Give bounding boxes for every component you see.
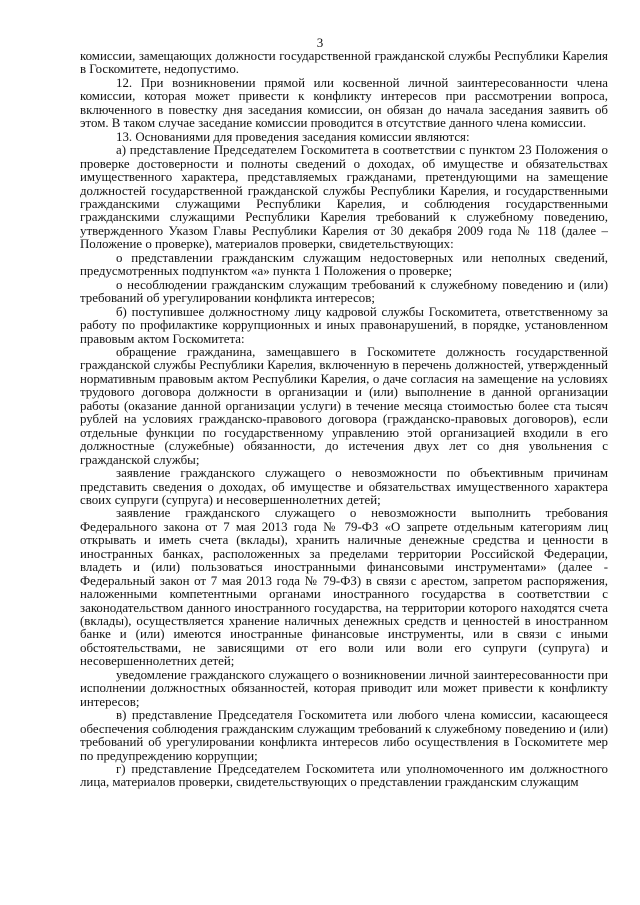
paragraph-13: 13. Основаниями для проведения заседания комиссии являются: bbox=[116, 129, 470, 144]
paragraph-13b-item-3: заявление гражданского служащего о невозможности выполнить требования Федерального закона от 7 мая 2013 года № 79-ФЗ «О запрете отдельным категориям лиц открывать и иметь счета (вклады), хранить наличные денежные средства и ценности в иностранных банках, расположенных за пределами территории Российской Федерации, владеть и (или) пользоваться иностранными финансовыми инструментами» (далее - Федеральный закон от 7 мая 2013 года № 79-ФЗ) в связи с арестом, запретом распоряжения, наложенными компетентными органами иностранного государства в соответствии с законодательством данного иностранного государства, на территории которого находятся счета (вклады), осуществляется хранение наличных денежных средств и ценностей в иностранном банке и (или) имеются иностранные финансовые инструменты, или в связи с иными обстоятельствами, не зависящими от его воли или воли его супруги (супруга) и несовершеннолетних детей; bbox=[80, 506, 608, 669]
paragraph-13a-item-2: о несоблюдении гражданским служащим требований к служебному поведению и (или) требований об урегулировании конфликта интересов; bbox=[80, 277, 608, 306]
document-body bbox=[80, 50, 608, 790]
paragraph-13b-item-4: уведомление гражданского служащего о возникновении личной заинтересованности при исполнении должностных обязанностей, которая приводит или может привести к конфликту интересов; bbox=[80, 667, 608, 709]
paragraph-12: 12. При возникновении прямой или косвенной личной заинтересованности члена комиссии, которая может привести к конфликту интересов при рассмотрении вопроса, включенного в повестку дня заседания комиссии, он обязан до начала заседания заявить об этом. В таком случае заседание комиссии проводится в отсутствие данного члена комиссии. bbox=[80, 75, 608, 131]
paragraph-13b: б) поступившее должностному лицу кадровой службы Госкомитета, ответственному за работу по профилактике коррупционных и иных правонарушений, в порядке, установленном правовым актом Госкомитета: bbox=[80, 304, 608, 346]
paragraph-13v: в) представление Председателя Госкомитета или любого члена комиссии, касающееся обеспечения соблюдения гражданским служащим требований к служебному поведению и (или) требований об урегулировании конфликта интересов либо осуществления в Госкомитете мер по предупреждению коррупции; bbox=[80, 708, 608, 763]
paragraph-13g: г) представление Председателем Госкомитета или уполномоченного им должностного лица, материалов проверки, свидетельствующих о представлении гражданским служащим bbox=[80, 762, 608, 790]
paragraph-13b-item-2: заявление гражданского служащего о невозможности по объективным причинам представить сведения о доходах, об имуществе и обязательствах имущественного характера своих супруги (супруга) и несовершеннолетних детей; bbox=[80, 466, 608, 507]
paragraph-13a: а) представление Председателем Госкомитета в соответствии с пунктом 23 Положения о проверке достоверности и полноты сведений о доходах, об имуществе и обязательствах имущественного характера, представляемых гражданами, претендующими на замещение должностей государственной гражданской службы Республики Карелия, и государственными гражданскими служащими Республики Карелия, и соблюдения государственными гражданскими служащими Республики Карелия требований к служебному поведению, утвержденного Указом Главы Республики Карелия от 30 декабря 2009 года № 118 (далее – Положение о проверке), материалов проверки, свидетельствующих: bbox=[80, 143, 608, 252]
page-number: 3 bbox=[316, 35, 324, 50]
paragraph-13b-item-1: обращение гражданина, замещавшего в Госкомитете должность государственной гражданской службы Республики Карелия, включенную в перечень должностей, утвержденный нормативным правовым актом Республики Карелия, о даче согласия на замещение на условиях трудового договора должности в организации и (или) выполнение в данной организации работы (оказание данной организации услуги) в течение месяца стоимостью более ста тысяч рублей на условиях гражданско-правового договора (гражданско-правовых договоров), если отдельные функции по государственному управлению этой организацией входили в его должностные (служебные) обязанности, до истечения двух лет со дня увольнения с гражданской службы; bbox=[80, 344, 608, 467]
paragraph-continuation: комиссии, замещающих должности государственной гражданской службы Республики Карелия в Госкомитете, недопустимо. bbox=[80, 49, 608, 77]
paragraph-13a-item-1: о представлении гражданским служащим недостоверных или неполных сведений, предусмотренных подпунктом «а» пункта 1 Положения о проверке; bbox=[80, 250, 608, 279]
